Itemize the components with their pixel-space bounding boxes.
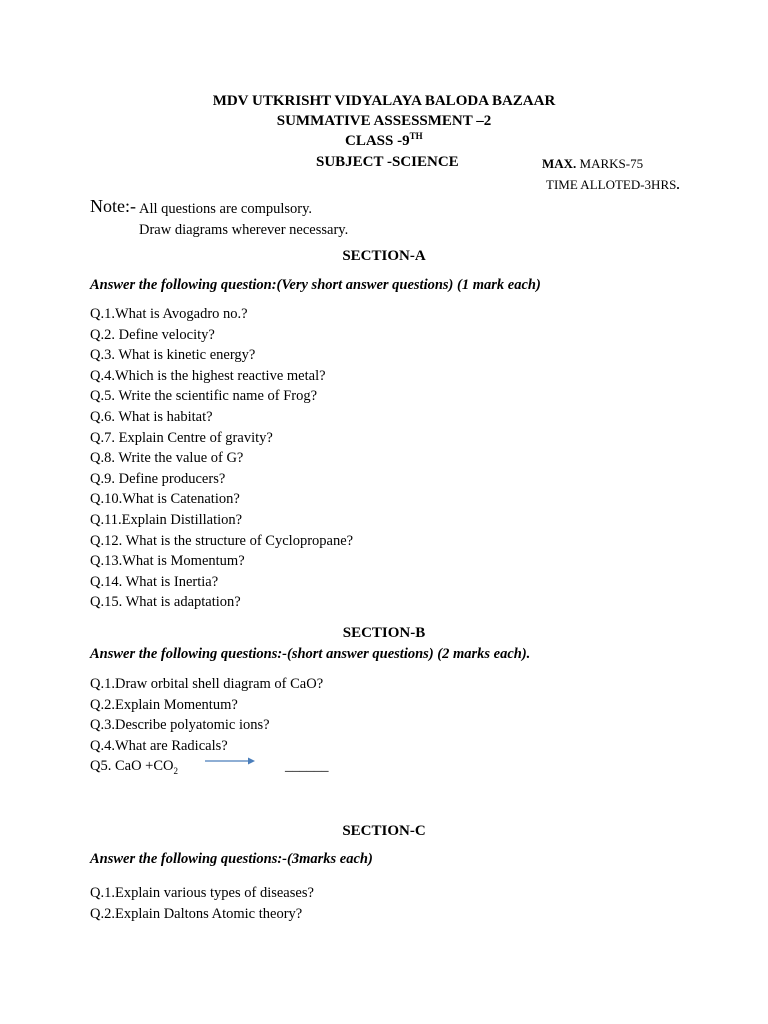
question: Q.15. What is adaptation? bbox=[90, 594, 241, 611]
question: Q.1.Explain various types of diseases? bbox=[90, 885, 314, 901]
question: Q.7. Explain Centre of gravity? bbox=[90, 429, 273, 446]
question: Q.1.Draw orbital shell diagram of CaO? bbox=[90, 676, 324, 692]
class-heading bbox=[345, 133, 423, 150]
note-line-1: All questions are compulsory. bbox=[139, 201, 313, 217]
section-c-questions bbox=[90, 883, 314, 924]
section-b-questions bbox=[90, 674, 323, 756]
question: Q.11.Explain Distillation? bbox=[90, 511, 243, 528]
class-text: CLASS -9 bbox=[345, 133, 410, 149]
class-superscript: TH bbox=[409, 131, 423, 141]
note-line-2: Draw diagrams wherever necessary. bbox=[139, 222, 349, 238]
assessment-title: SUMMATIVE ASSESSMENT –2 bbox=[276, 113, 492, 129]
question: Q.14. What is Inertia? bbox=[90, 573, 219, 590]
section-b-title: SECTION-B bbox=[342, 625, 426, 641]
section-b-q5 bbox=[90, 756, 178, 777]
question: Q.3. What is kinetic energy? bbox=[90, 347, 256, 364]
section-b-instruction: Answer the following questions:-(short answer questions) (2 marks each). bbox=[90, 646, 531, 662]
time-dot: . bbox=[676, 177, 680, 192]
question: Q.4.What are Radicals? bbox=[90, 737, 228, 754]
section-a-instruction: Answer the following question:(Very short answer questions) (1 mark each) bbox=[90, 277, 541, 293]
section-a-questions bbox=[90, 304, 353, 613]
note-label: Note:- bbox=[90, 196, 136, 216]
section-a-title: SECTION-A bbox=[342, 248, 426, 264]
question: Q.3.Describe polyatomic ions? bbox=[90, 717, 270, 734]
max-label: MAX. bbox=[542, 156, 577, 171]
reaction-arrow-icon bbox=[204, 755, 256, 767]
q5-subscript: 2 bbox=[173, 765, 178, 776]
max-marks bbox=[542, 156, 643, 172]
section-c-instruction: Answer the following questions:-(3marks each) bbox=[90, 851, 373, 867]
time-allotted bbox=[546, 177, 680, 193]
question: Q.1.What is Avogadro no.? bbox=[90, 306, 248, 322]
question: Q.8. Write the value of G? bbox=[90, 450, 244, 467]
marks-value: MARKS-75 bbox=[579, 156, 644, 171]
question: Q.12. What is the structure of Cyclopropane? bbox=[90, 532, 354, 549]
question: Q.10.What is Catenation? bbox=[90, 491, 240, 508]
question: Q.2.Explain Daltons Atomic theory? bbox=[90, 905, 303, 922]
subject-heading: SUBJECT -SCIENCE bbox=[316, 154, 459, 170]
q5-text: Q5. CaO +CO bbox=[90, 758, 174, 774]
question: Q.9. Define producers? bbox=[90, 470, 226, 487]
time-value: TIME ALLOTED-3HRS bbox=[546, 177, 677, 192]
question: Q.2. Define velocity? bbox=[90, 326, 215, 343]
q5-answer-blank: ______ bbox=[285, 758, 329, 774]
question: Q.6. What is habitat? bbox=[90, 408, 213, 425]
school-name: MDV UTKRISHT VIDYALAYA BALODA BAZAAR bbox=[212, 93, 556, 109]
question: Q.2.Explain Momentum? bbox=[90, 696, 238, 713]
section-c-title: SECTION-C bbox=[342, 823, 426, 839]
question: Q.5. Write the scientific name of Frog? bbox=[90, 388, 318, 405]
question: Q.4.Which is the highest reactive metal? bbox=[90, 367, 326, 384]
question: Q.13.What is Momentum? bbox=[90, 553, 245, 570]
